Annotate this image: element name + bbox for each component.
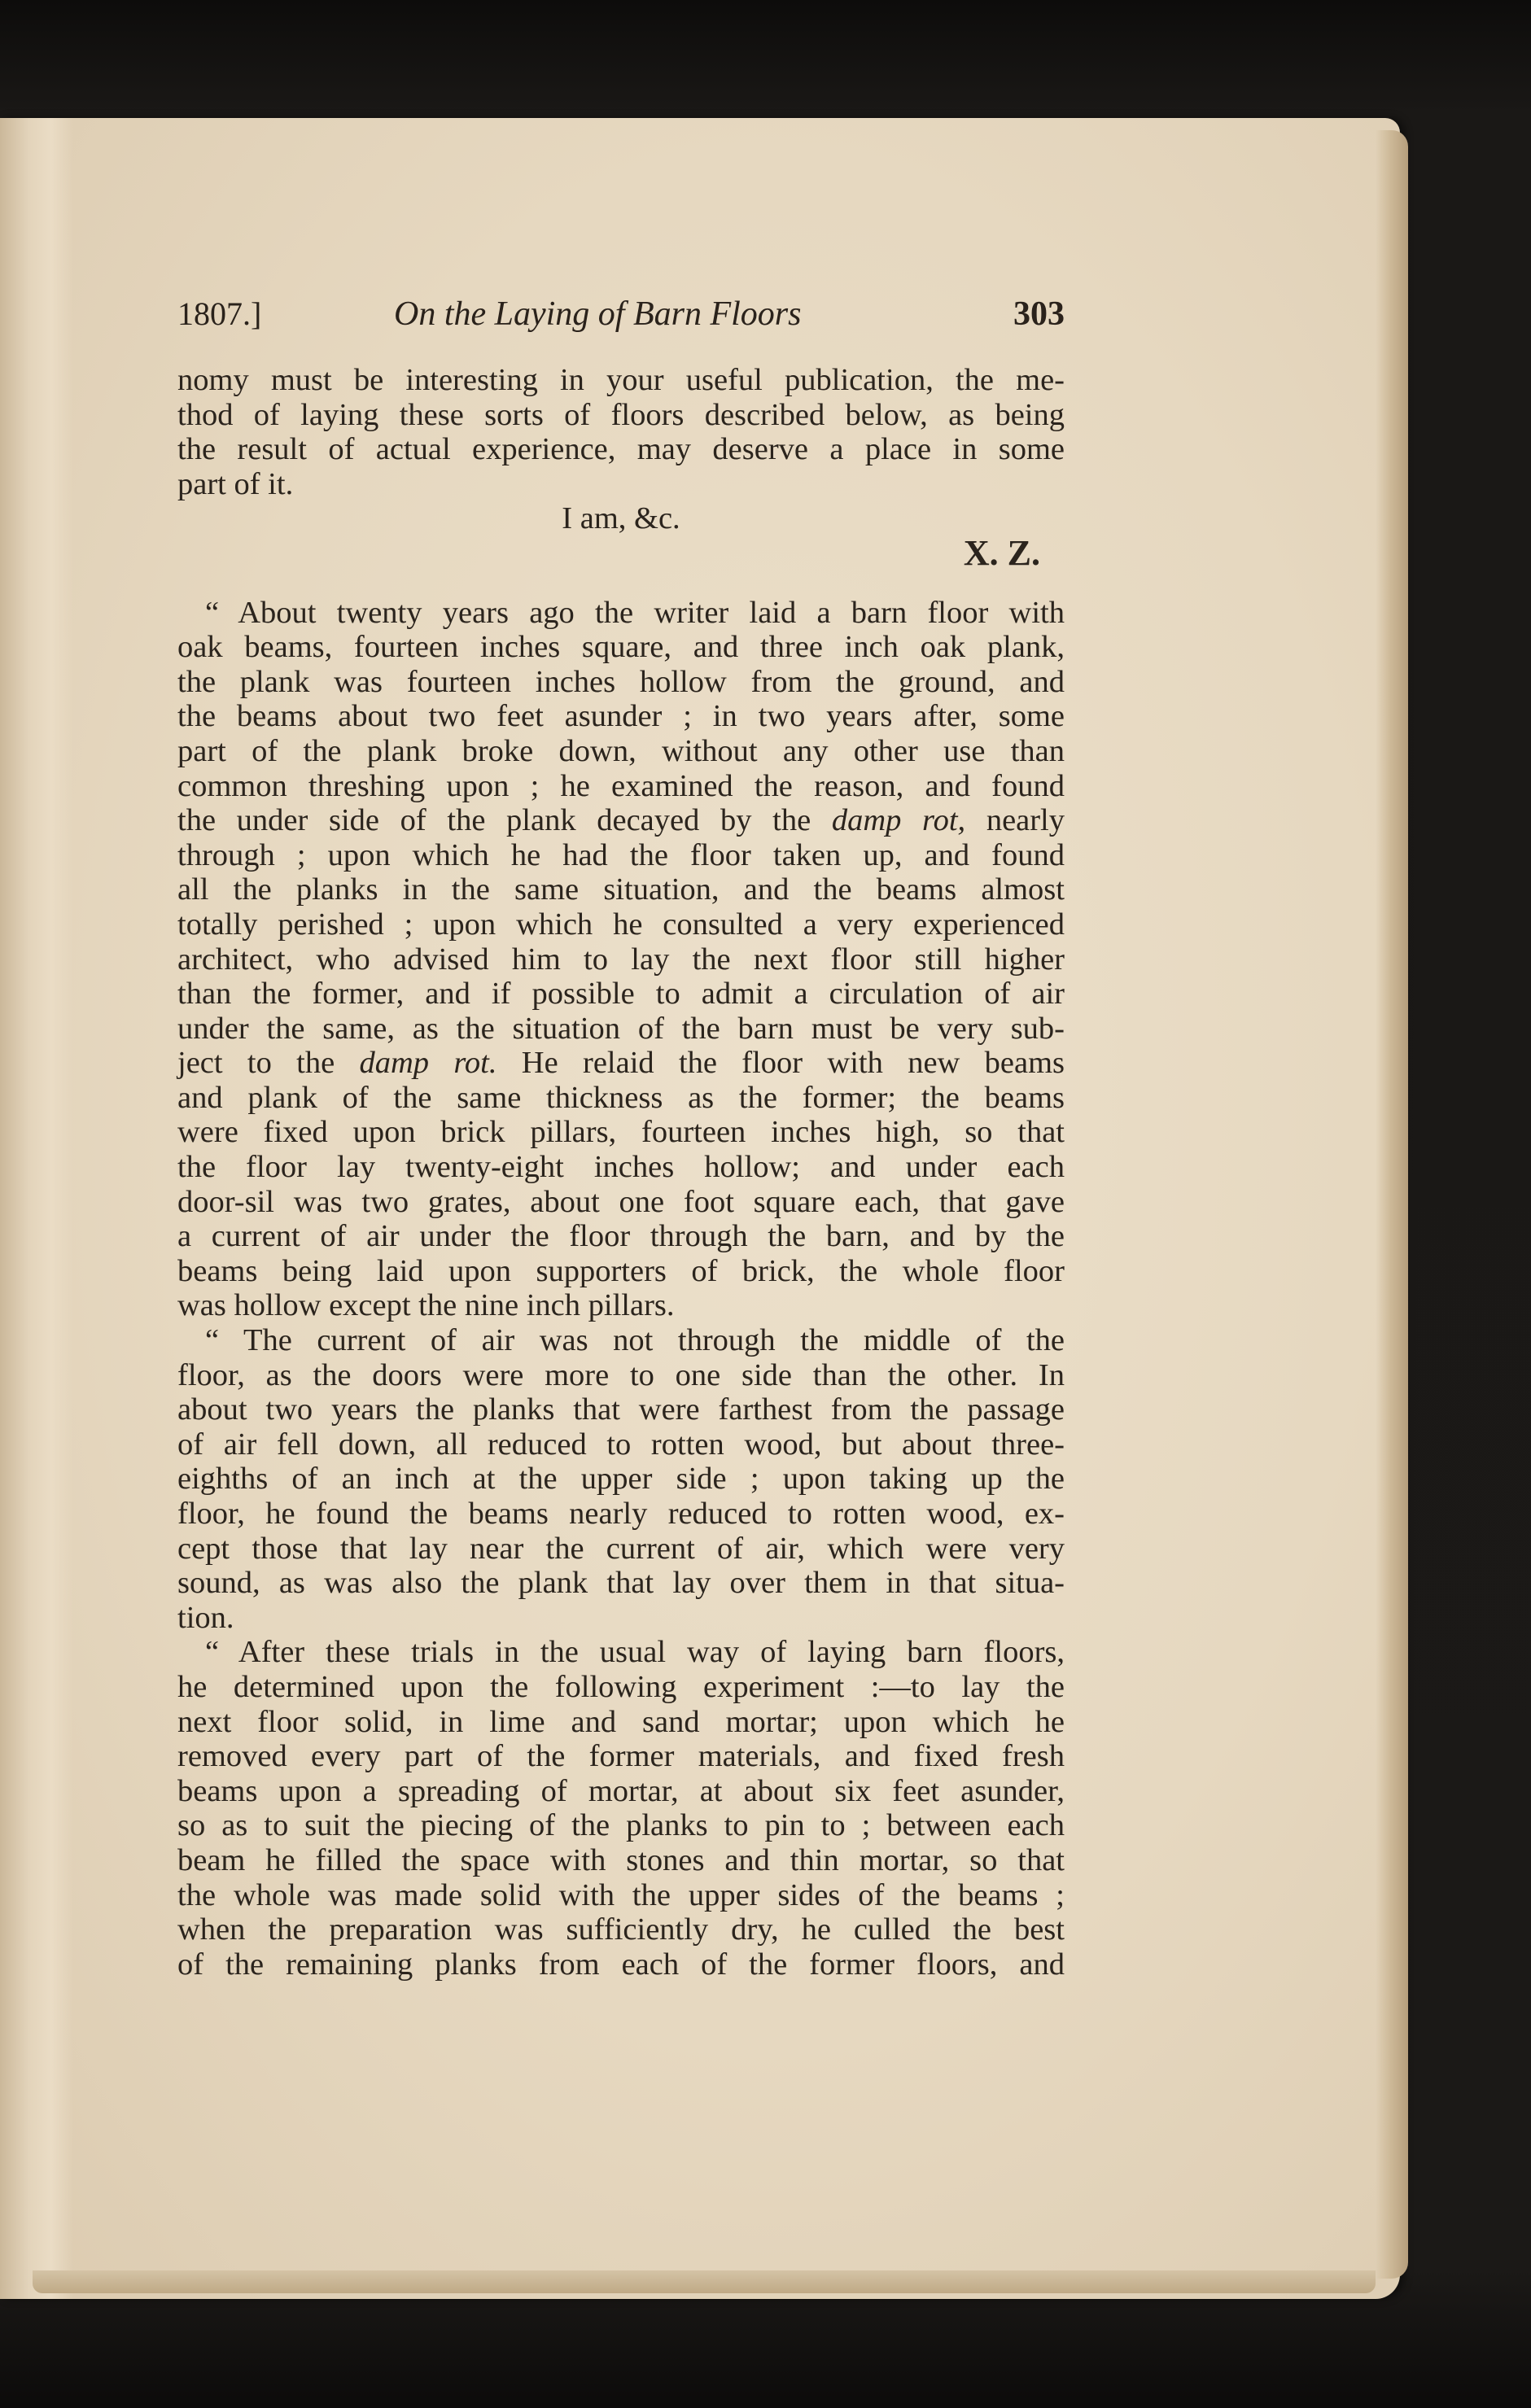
text-line: floor, he found the beams nearly reduced to rotten wood, ex- (177, 1497, 1065, 1531)
text-line: he determined upon the following experiment :—to lay the (177, 1669, 1065, 1704)
text-line: next floor solid, in lime and sand mortar; upon which he (177, 1704, 1065, 1739)
text-segment: nearly (986, 803, 1065, 838)
text-line: when the preparation was sufficiently dry, he culled the best (177, 1912, 1065, 1947)
text-line: a current of air under the floor through the barn, and by the (177, 1219, 1065, 1254)
text-line: the result of actual experience, may deserve a place in some (177, 432, 1065, 467)
text-line: was hollow except the nine inch pillars. (177, 1288, 675, 1323)
text-line: common threshing upon ; he examined the reason, and found (177, 768, 1065, 803)
text-line: “ About twenty years ago the writer laid a barn floor with (205, 595, 1065, 630)
page-gutter (0, 118, 73, 2299)
text-line: part of the plank broke down, without any other use than (177, 733, 1065, 768)
text-line: the whole was made solid with the upper sides of the beams ; (177, 1877, 1065, 1912)
text-line: the plank was fourteen inches hollow from the ground, and (177, 664, 1065, 699)
closing-salutation: I am, &c. (562, 501, 680, 536)
page-number: 303 (1013, 295, 1065, 333)
text-line: removed every part of the former materials, and fixed fresh (177, 1739, 1065, 1774)
text-line: beams being laid upon supporters of brick, the whole floor (177, 1253, 1065, 1288)
page-edge-right (1376, 130, 1408, 2279)
text-line: all the planks in the same situation, and the beams almost (177, 872, 1065, 907)
text-line: under the same, as the situation of the barn must be very sub- (177, 1011, 1065, 1046)
text-line: “ The current of air was not through the middle of the (205, 1323, 1065, 1358)
text-line: so as to suit the piecing of the planks to pin to ; between each (177, 1808, 1065, 1843)
text-segment: ject to the (177, 1046, 335, 1081)
text-line: sound, as was also the plank that lay over them in that situa- (177, 1566, 1065, 1601)
text-line: of the remaining planks from each of the former floors, and (177, 1947, 1065, 1982)
paragraph-gap (177, 571, 1065, 596)
text-line: of air fell down, all reduced to rotten wood, but about three- (177, 1427, 1065, 1462)
text-line-mixed (177, 1046, 1065, 1081)
text-line: and plank of the same thickness as the former; the beams (177, 1080, 1065, 1115)
text-line-mixed (177, 803, 1065, 838)
text-line: through ; upon which he had the floor taken up, and found (177, 837, 1065, 872)
text-line: totally perished ; upon which he consulted a very experienced (177, 907, 1065, 942)
text-line: eighths of an inch at the upper side ; upon taking up the (177, 1462, 1065, 1497)
text-segment: He relaid the floor with new beams (521, 1046, 1065, 1081)
text-segment: the under side of the plank decayed by the (177, 803, 811, 838)
text-line: beam he filled the space with stones and thin mortar, so that (177, 1842, 1065, 1877)
body-text (177, 363, 1065, 1982)
text-line: floor, as the doors were more to one side than the other. In (177, 1357, 1065, 1392)
header-title: On the Laying of Barn Floors (394, 295, 802, 333)
text-line: the floor lay twenty-eight inches hollow; and under each (177, 1150, 1065, 1185)
page-edge-bottom (33, 2270, 1376, 2293)
text-line: door-sil was two grates, about one foot square each, that gave (177, 1184, 1065, 1219)
text-line: architect, who advised him to lay the next floor still higher (177, 942, 1065, 977)
text-line: thod of laying these sorts of floors described below, as being (177, 397, 1065, 432)
running-header (177, 295, 1065, 343)
text-line: beams upon a spreading of mortar, at about six feet asunder, (177, 1773, 1065, 1808)
text-line: oak beams, fourteen inches square, and three inch oak plank, (177, 630, 1065, 665)
text-line: cept those that lay near the current of air, which were very (177, 1531, 1065, 1566)
text-line: about two years the planks that were farthest from the passage (177, 1392, 1065, 1427)
italic-term: damp rot. (359, 1046, 497, 1081)
text-line: part of it. (177, 466, 294, 501)
text-line: than the former, and if possible to admit a circulation of air (177, 977, 1065, 1012)
text-line: the beams about two feet asunder ; in two years after, some (177, 699, 1065, 734)
header-year: 1807.] (177, 295, 262, 332)
text-line: tion. (177, 1600, 234, 1635)
italic-term: damp rot, (831, 803, 966, 838)
text-line: were fixed upon brick pillars, fourteen inches high, so that (177, 1115, 1065, 1150)
signature-initials: X. Z. (963, 532, 1040, 573)
text-line: “ After these trials in the usual way of laying barn floors, (205, 1635, 1065, 1670)
text-line: nomy must be interesting in your useful publication, the me- (177, 363, 1065, 397)
